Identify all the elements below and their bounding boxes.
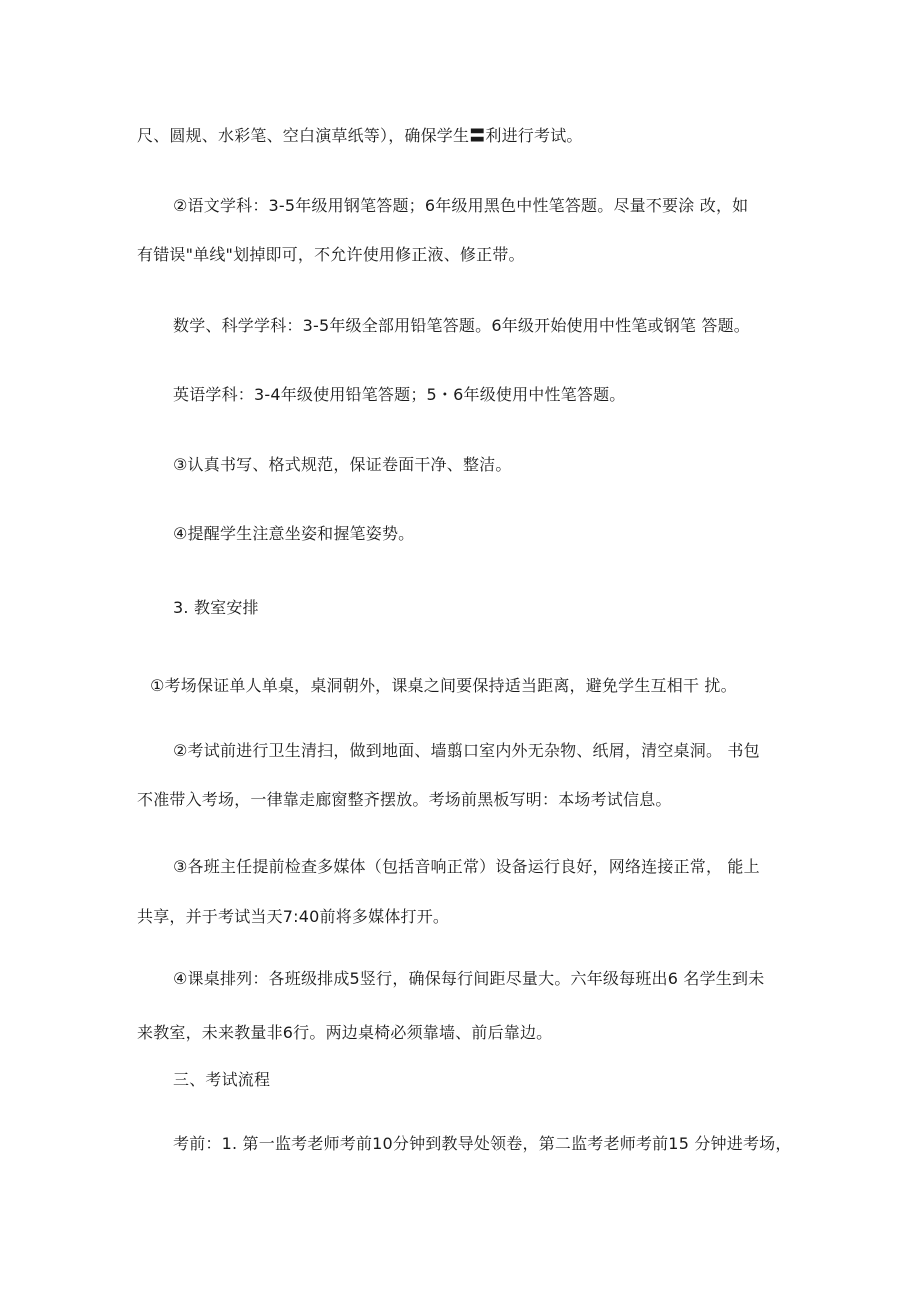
section-heading-classroom: 3. 教室安排 [173,598,259,617]
text-line-2: ②语文学科：3-5年级用钢笔答题；6年级用黑色中性笔答题。尽量不要涂 改，如 [173,196,749,215]
text-line-12: ③各班主任提前检查多媒体（包括音响正常）设备运行良好，网络连接正常， 能上 [173,857,760,876]
text-line-3: 有错误"单线"划掉即可，不允许使用修正液、修正带。 [137,245,525,264]
text-line-17: 考前：1. 第一监考老师考前10分钟到教导处领卷，第二监考老师考前15 分钟进考场， [173,1134,792,1153]
text-line-14: ④课桌排列：各班级排成5竖行，确保每行间距尽量大。六年级每班出6 名学生到未 [173,969,765,988]
text-line-10: ②考试前进行卫生清扫，做到地面、墙翦口室内外无杂物、纸屑，清空桌洞。 书包 [173,741,760,760]
section-heading-exam-process: 三、考试流程 [173,1070,271,1089]
text-line-7: ④提醒学生注意坐姿和握笔姿势。 [173,524,415,543]
text-line-15: 来教室，未来教量非6行。两边桌椅必须靠墙、前后靠边。 [137,1023,553,1042]
text-line-1: 尺、圆规、水彩笔、空白演草纸等），确保学生〓利进行考试。 [137,126,583,145]
text-line-13: 共享，并于考试当天7:40前将多媒体打开。 [137,907,450,926]
text-line-4: 数学、科学学科：3-5年级全部用铅笔答题。6年级开始使用中性笔或钢笔 答题。 [173,316,750,335]
text-line-11: 不准带入考场，一律靠走廊窗整齐摆放。考场前黑板写明：本场考试信息。 [137,790,672,809]
text-line-5: 英语学科：3-4年级使用铅笔答题；5・6年级使用中性笔答题。 [173,385,626,404]
text-line-6: ③认真书写、格式规范，保证卷面干净、整洁。 [173,455,512,474]
text-line-9: ①考场保证单人单桌，桌洞朝外，课桌之间要保持适当距离，避免学生互相干 扰。 [150,676,737,695]
